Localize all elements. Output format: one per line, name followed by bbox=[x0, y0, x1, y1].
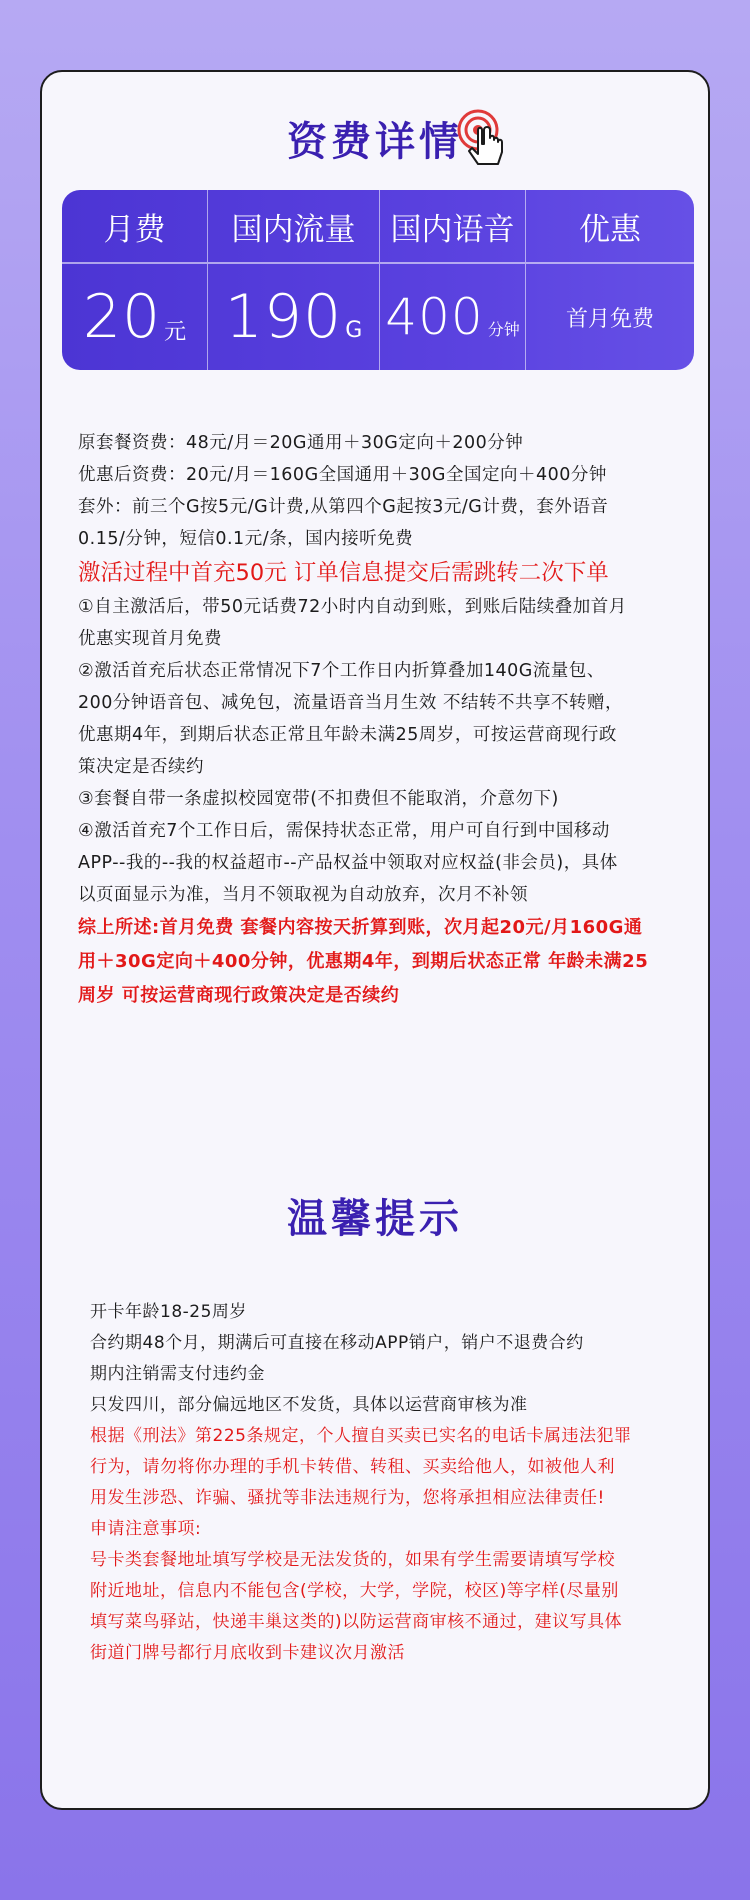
detail-line: 以页面显示为准，当月不领取视为自动放弃，次月不补领 bbox=[78, 885, 528, 905]
header-domestic-voice: 国内语音 bbox=[380, 190, 526, 262]
section-title-tips: 温馨提示 bbox=[287, 1196, 463, 1242]
voice-unit: 分钟 bbox=[487, 319, 520, 339]
voice-value: 400 bbox=[385, 288, 484, 346]
detail-line: ④激活首充7个工作日后，需保持状态正常，用户可自行到中国移动 bbox=[78, 821, 610, 841]
data-unit: G bbox=[345, 317, 363, 343]
tip-line: 只发四川，部分偏远地区不发货，具体以运营商审核为准 bbox=[90, 1395, 528, 1415]
detail-line: 优惠期4年，到期后状态正常且年龄未满25周岁，可按运营商现行政 bbox=[78, 725, 617, 745]
detail-line: APP--我的--我的权益超市--产品权益中领取对应权益(非会员)，具体 bbox=[78, 853, 618, 873]
detail-line: 激活过程中首充50元 订单信息提交后需跳转二次下单 bbox=[78, 560, 609, 586]
detail-line: 用＋30G定向＋400分钟，优惠期4年，到期后状态正常 年龄未满25 bbox=[78, 951, 649, 972]
tip-line: 开卡年龄18-25周岁 bbox=[90, 1302, 247, 1322]
detail-line: 周岁 可按运营商现行政策决定是否续约 bbox=[78, 985, 400, 1006]
table-header-row bbox=[62, 190, 694, 262]
tip-line: 根据《刑法》第225条规定，个人擅自买卖已实名的电话卡属违法犯罪 bbox=[90, 1426, 632, 1446]
header-domestic-data: 国内流量 bbox=[208, 190, 380, 262]
tip-line: 填写菜鸟驿站，快递丰巢这类的)以防运营商审核不通过，建议写具体 bbox=[90, 1612, 623, 1632]
data-value: 190 bbox=[224, 282, 343, 352]
hand-pointer-click-icon bbox=[456, 108, 512, 168]
detail-line: 综上所述:首月免费 套餐内容按天折算到账，次月起20元/月160G通 bbox=[78, 917, 643, 938]
header-discount: 优惠 bbox=[579, 211, 641, 248]
detail-line: ②激活首充后状态正常情况下7个工作日内折算叠加140G流量包、 bbox=[78, 661, 605, 681]
detail-line: 策决定是否续约 bbox=[78, 757, 204, 777]
discount-cell bbox=[526, 264, 694, 370]
data-cell bbox=[208, 264, 380, 370]
discount-value: 首月免费 bbox=[565, 306, 654, 332]
table-value-row bbox=[62, 264, 694, 370]
tip-line: 号卡类套餐地址填写学校是无法发货的，如果有学生需要请填写学校 bbox=[90, 1550, 615, 1570]
header-monthly-fee: 月费 bbox=[62, 190, 208, 262]
plan-summary-table bbox=[62, 190, 694, 370]
tip-line: 申请注意事项: bbox=[90, 1519, 202, 1539]
detail-line: 200分钟语音包、减免包，流量语音当月生效 不结转不共享不转赠， bbox=[78, 693, 623, 713]
tip-line: 合约期48个月，期满后可直接在移动APP销户，销户不退费合约 bbox=[90, 1333, 584, 1353]
detail-line: 优惠实现首月免费 bbox=[78, 629, 222, 649]
detail-line: ③套餐自带一条虚拟校园宽带(不扣费但不能取消，介意勿下) bbox=[78, 789, 559, 809]
monthly-fee-cell bbox=[62, 264, 208, 370]
detail-line: 原套餐资费：48元/月＝20G通用＋30G定向＋200分钟 bbox=[78, 433, 524, 453]
detail-line: ①自主激活后，带50元话费72小时内自动到账，到账后陆续叠加首月 bbox=[78, 597, 627, 617]
tip-line: 行为，请勿将你办理的手机卡转借、转租、买卖给他人，如被他人利 bbox=[90, 1457, 615, 1477]
detail-line: 套外：前三个G按5元/G计费,从第四个G起按3元/G计费，套外语音 bbox=[78, 497, 609, 517]
tip-line: 用发生涉恐、诈骗、骚扰等非法违规行为，您将承担相应法律责任! bbox=[90, 1488, 605, 1508]
detail-card bbox=[40, 70, 710, 1810]
voice-cell bbox=[380, 264, 526, 370]
fee-details-text bbox=[78, 427, 688, 1013]
tip-line: 街道门牌号都行月底收到卡建议次月激活 bbox=[90, 1643, 405, 1663]
monthly-fee-value: 20 bbox=[82, 282, 162, 352]
tips-text bbox=[90, 1297, 690, 1669]
monthly-fee-unit: 元 bbox=[164, 319, 187, 345]
detail-line: 优惠后资费：20元/月＝160G全国通用＋30G全国定向＋400分钟 bbox=[78, 465, 607, 485]
tip-line: 附近地址，信息内不能包含(学校，大学，学院，校区)等字样(尽量别 bbox=[90, 1581, 619, 1601]
tip-line: 期内注销需支付违约金 bbox=[90, 1364, 265, 1384]
section-title-fee-details: 资费详情 bbox=[287, 119, 463, 165]
detail-line: 0.15/分钟，短信0.1元/条，国内接听免费 bbox=[78, 529, 414, 549]
